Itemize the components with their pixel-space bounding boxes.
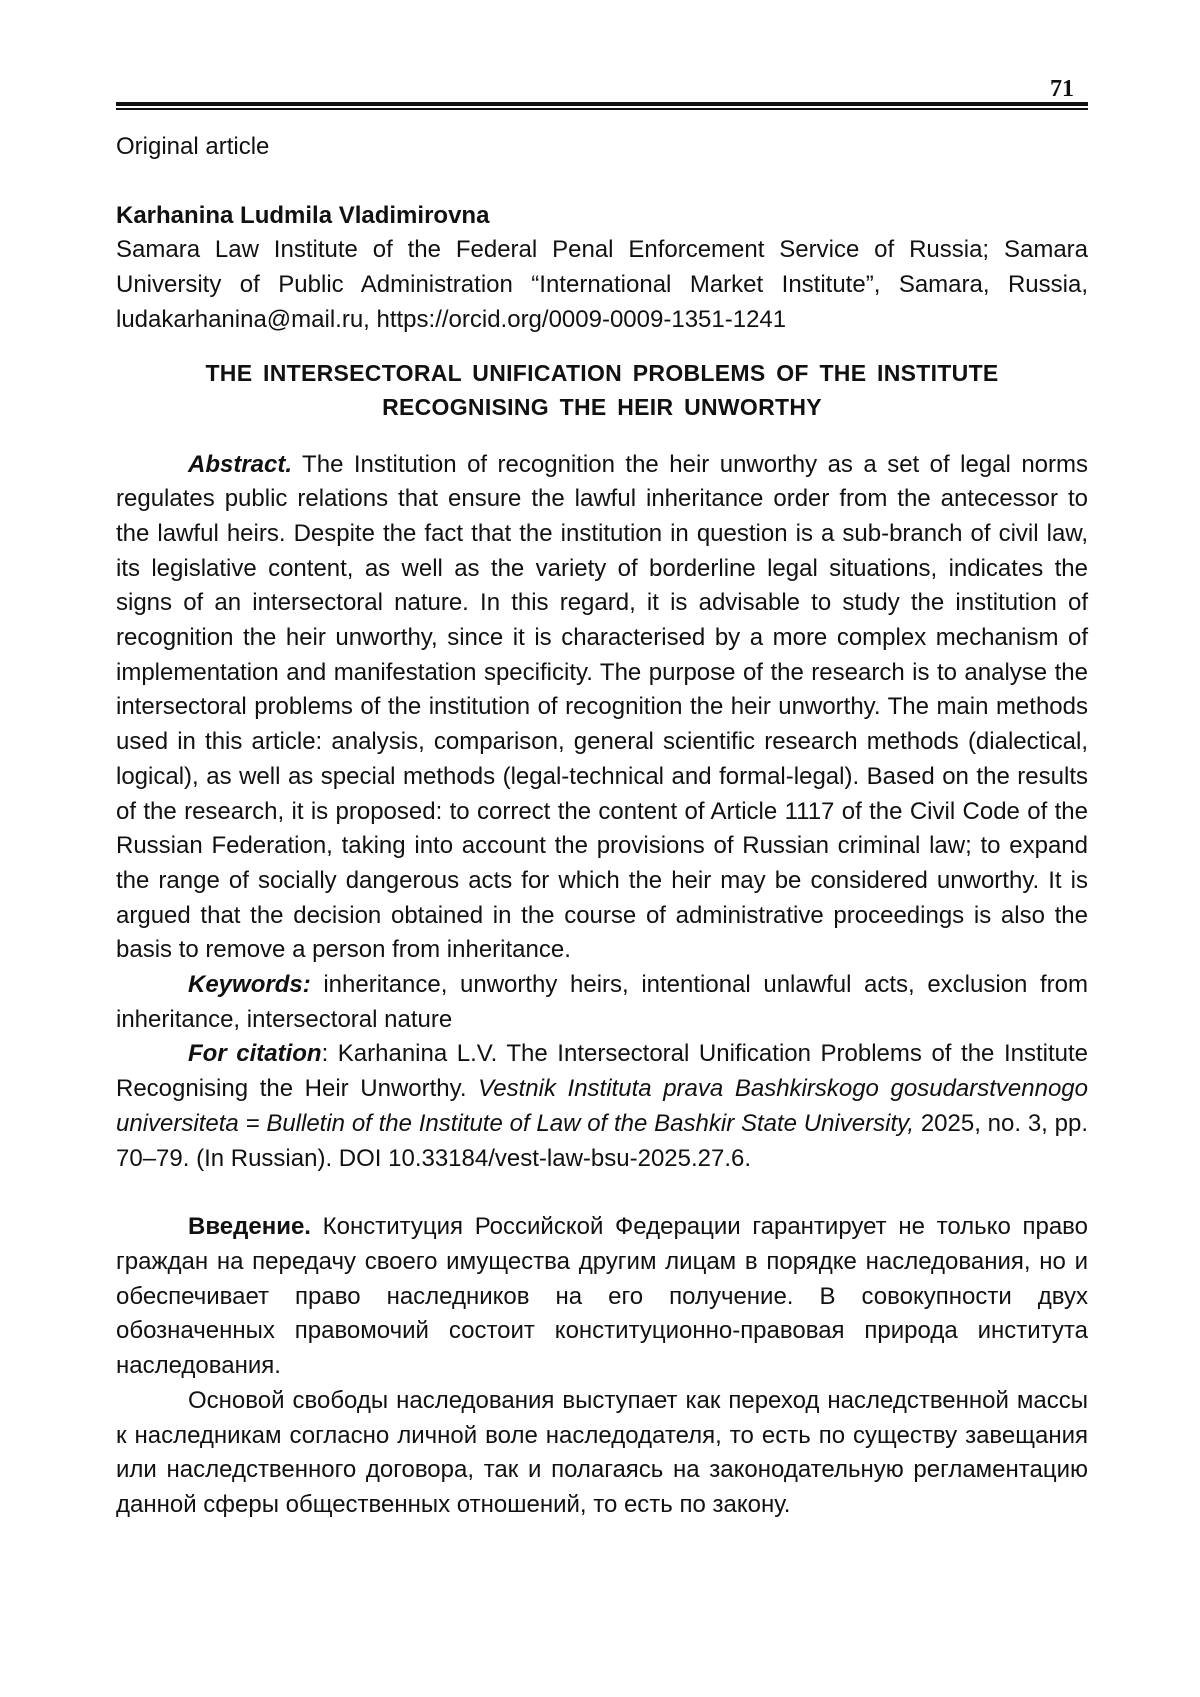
abstract-paragraph	[116, 448, 1088, 969]
citation-colon: :	[321, 1040, 329, 1068]
article-type: Original article	[116, 133, 270, 160]
author-name: Karhanina Ludmila Vladimirovna	[116, 201, 490, 229]
body-paragraph-2: Основой свободы наследования выступает как переход наследственной массы к наследникам согласно личной воле наследодателя, то есть по существу завещания или наследственного договора, так и полагаясь на законодательную регламентацию данной сферы общественных отношений, то есть по закону.	[116, 1386, 1088, 1518]
keywords-text: inheritance, unworthy heirs, intentional unlawful acts, exclusion from inheritance, intersectoral nature	[116, 971, 1088, 1033]
page-number: 71	[1050, 76, 1074, 102]
author-affiliation: Samara Law Institute of the Federal Penal Enforcement Service of Russia; Samara University of Public Administration “International Market Institute”, Samara, Russia, ludakarhanina@mail.ru, https://orcid.org/0009-0009-1351-1241	[116, 236, 1088, 333]
journal-page	[116, 0, 1088, 1697]
citation-text-after: 2025, no. 3, pp. 70–79. (In Russian). DOI 10.33184/vest-law-bsu-2025.27.6.	[116, 1109, 1088, 1172]
intro-paragraph	[116, 1210, 1088, 1384]
header-rule-thin	[116, 108, 1088, 110]
abstract-text: The Institution of recognition the heir unworthy as a set of legal norms regulates public relations that ensure the lawful inheritance order from the antecessor to the lawful heirs. Despite the fact that the institution in question is a sub-branch of civil law, its legislative content, as well as the variety of borderline legal situations, indicates the signs of an intersectoral nature. In this regard, it is advisable to study the institution of recognition the heir unworthy, since it is characterised by a more complex mechanism of implementation and manifestation specificity. The purpose of the research is to analyse the intersectoral problems of the institution of recognition the heir unworthy. The main methods used in this article: analysis, comparison, general scientific research methods (dialectical, logical), as well as special methods (legal-technical and formal-legal). Based on the results of the research, it is proposed: to correct the content of Article 1117 of the Civil Code of the Russian Federation, taking into account the provisions of Russian criminal law; to expand the range of socially dangerous acts for which the heir may be considered unworthy. It is argued that the decision obtained in the course of administrative proceedings is also the basis to remove a person from inheritance.	[116, 450, 1088, 964]
citation-paragraph	[116, 1037, 1088, 1176]
article-title-line-2: RECOGNISING THE HEIR UNWORTHY	[382, 394, 822, 421]
keywords-label: Keywords:	[188, 971, 311, 999]
keywords-paragraph	[116, 968, 1088, 1037]
citation-journal: Vestnik Instituta prava Bashkirskogo gosudarstvennogo universiteta = Bulletin of the Institute of Law of the Bashkir State University,	[116, 1075, 1088, 1137]
citation-text-before: Karhanina L.V. The Intersectoral Unification Problems of the Institute Recognising the Heir Unworthy.	[116, 1040, 1088, 1103]
citation-label: For citation	[188, 1040, 322, 1068]
article-title-line-1: THE INTERSECTORAL UNIFICATION PROBLEMS OF THE INSTITUTE	[205, 359, 999, 386]
header-rule-thick	[116, 102, 1088, 106]
article-content	[116, 130, 1088, 1523]
intro-label: Введение.	[188, 1213, 311, 1241]
intro-text: Конституция Российской Федерации гарантирует не только право граждан на передачу своего имущества другим лицам в порядке наследования, но и обеспечивает право наследников на его получение. В совокупности двух обозначенных правомочий состоит конституционно-правовая природа института наследования.	[116, 1213, 1088, 1380]
article-title	[116, 356, 1088, 425]
abstract-label: Abstract.	[188, 450, 293, 478]
